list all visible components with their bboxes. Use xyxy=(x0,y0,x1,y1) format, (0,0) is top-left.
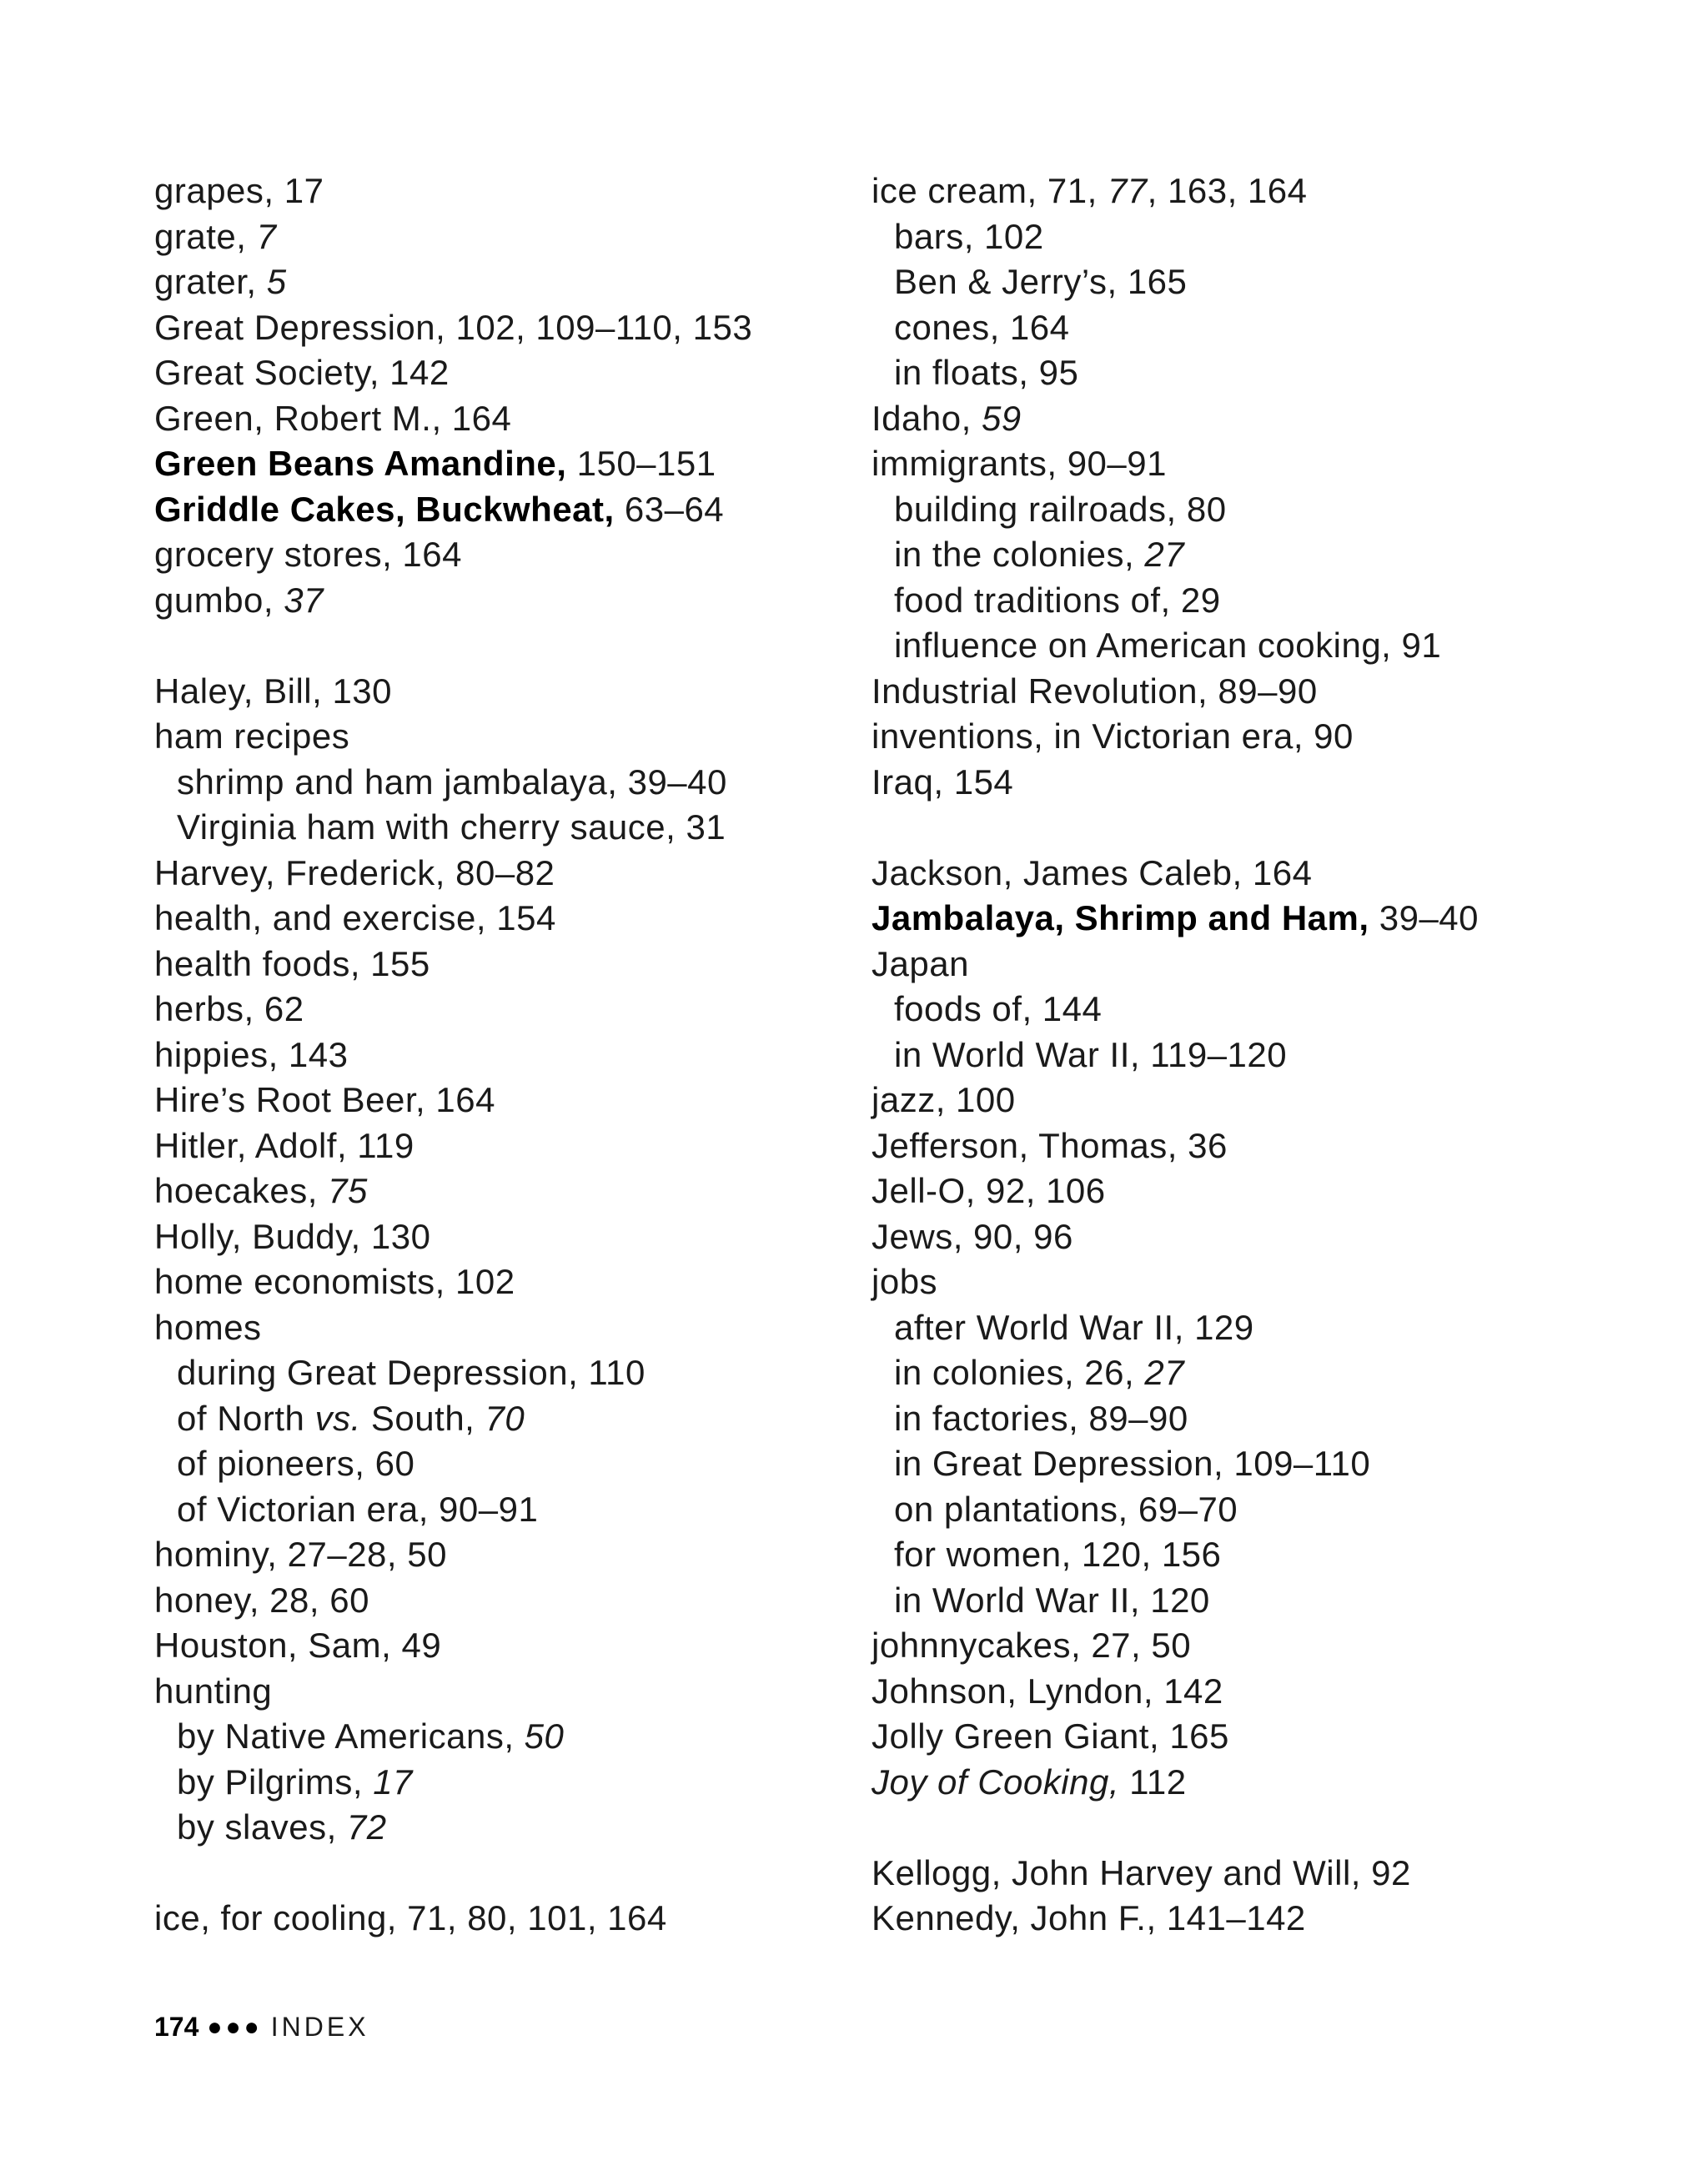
index-entry xyxy=(154,487,752,533)
entry-italic-text: 37 xyxy=(284,580,324,620)
index-subentry xyxy=(872,305,1479,351)
entry-text: grater, xyxy=(154,262,267,301)
entry-text: foods of, 144 xyxy=(894,989,1103,1028)
entry-text: Jefferson, Thomas, 36 xyxy=(872,1125,1228,1165)
entry-text: hominy, 27–28, 50 xyxy=(154,1535,447,1574)
entry-text: Virginia ham with cherry sauce, 31 xyxy=(177,807,726,847)
index-entry xyxy=(872,942,1479,988)
entry-text: Great Depression, 102, 109–110, 153 xyxy=(154,307,753,347)
index-entry xyxy=(154,1896,752,1942)
index-entry xyxy=(154,1259,752,1305)
index-subentry xyxy=(154,1441,752,1487)
index-subentry xyxy=(154,1396,752,1442)
entry-text: Japan xyxy=(872,943,969,983)
entry-italic-text: 17 xyxy=(373,1761,413,1802)
section-gap xyxy=(872,1805,1479,1851)
index-subentry xyxy=(154,760,752,806)
entry-text: Kellogg, John Harvey and Will, 92 xyxy=(872,1852,1411,1892)
entry-text: health, and exercise, 154 xyxy=(154,898,556,937)
index-entry xyxy=(154,350,752,396)
entry-text: of pioneers, 60 xyxy=(177,1444,415,1483)
index-subentry xyxy=(872,350,1479,396)
index-entry xyxy=(154,942,752,988)
index-entry xyxy=(154,1214,752,1260)
entry-text: 63–64 xyxy=(614,489,725,529)
index-entry xyxy=(872,669,1479,715)
index-subentry xyxy=(872,214,1479,260)
entry-italic-text: 27 xyxy=(1144,535,1185,574)
entry-italic-text: 50 xyxy=(524,1716,565,1756)
index-entry xyxy=(154,669,752,715)
entry-text: of Victorian era, 90–91 xyxy=(177,1489,539,1529)
entry-italic-text: vs. xyxy=(314,1398,361,1438)
index-entry xyxy=(154,1578,752,1624)
index-entry xyxy=(154,987,752,1033)
entry-italic-text: 5 xyxy=(266,262,287,301)
index-subentry xyxy=(154,1350,752,1396)
entry-text: by Native Americans, xyxy=(177,1716,525,1756)
entry-text: Johnson, Lyndon, 142 xyxy=(872,1671,1223,1711)
entry-text: for women, 120, 156 xyxy=(894,1535,1222,1574)
entry-text: Kennedy, John F., 141–142 xyxy=(872,1898,1306,1937)
entry-text: Jackson, James Caleb, 164 xyxy=(872,852,1313,892)
entry-text: hippies, 143 xyxy=(154,1034,349,1074)
index-subentry xyxy=(872,1396,1479,1442)
index-subentry xyxy=(154,1805,752,1851)
entry-text: home economists, 102 xyxy=(154,1262,515,1301)
index-entry xyxy=(872,1123,1479,1169)
index-entry xyxy=(872,1896,1479,1942)
entry-text: homes xyxy=(154,1307,262,1347)
section-gap xyxy=(154,623,752,669)
entry-text: hunting xyxy=(154,1671,273,1711)
entry-italic-text: 27 xyxy=(1144,1353,1185,1392)
index-entry xyxy=(154,896,752,942)
entry-text: , 163, 164 xyxy=(1147,171,1308,210)
entry-text: on plantations, 69–70 xyxy=(894,1489,1238,1529)
entry-text: in factories, 89–90 xyxy=(894,1398,1188,1438)
index-entry xyxy=(872,896,1479,942)
entry-text: Jell-O, 92, 106 xyxy=(872,1171,1106,1210)
index-entry xyxy=(154,1305,752,1351)
index-entry xyxy=(872,760,1479,806)
index-entry xyxy=(154,532,752,578)
entry-text: ham recipes xyxy=(154,716,350,756)
index-entry xyxy=(154,578,752,624)
index-column-left xyxy=(154,168,752,1942)
entry-text: ice, for cooling, 71, 80, 101, 164 xyxy=(154,1898,667,1937)
entry-text: grapes, 17 xyxy=(154,171,324,210)
entry-text: Iraq, 154 xyxy=(872,761,1014,802)
entry-text: Hire’s Root Beer, 164 xyxy=(154,1080,495,1119)
page-number: 174 xyxy=(154,2012,199,2042)
index-subentry xyxy=(154,1760,752,1806)
entry-text: in floats, 95 xyxy=(894,353,1079,392)
entry-text: Green, Robert M., 164 xyxy=(154,398,512,438)
entry-text: 39–40 xyxy=(1369,898,1479,937)
entry-italic-text: 59 xyxy=(981,398,1022,438)
index-entry xyxy=(872,1760,1479,1806)
entry-text: shrimp and ham jambalaya, 39–40 xyxy=(177,761,727,802)
entry-text: 150–151 xyxy=(566,444,716,483)
entry-text: by slaves, xyxy=(177,1807,347,1847)
entry-text: food traditions of, 29 xyxy=(894,580,1221,620)
footer-dots: ●●● xyxy=(207,2013,263,2041)
index-entry xyxy=(154,214,752,260)
entry-text: by Pilgrims, xyxy=(177,1761,374,1802)
index-entry xyxy=(154,305,752,351)
entry-text: influence on American cooking, 91 xyxy=(894,626,1442,665)
entry-text: jazz, 100 xyxy=(872,1080,1016,1119)
index-entry xyxy=(154,441,752,487)
entry-text: Jolly Green Giant, 165 xyxy=(872,1716,1229,1756)
index-entry xyxy=(154,1532,752,1578)
index-entry xyxy=(872,1214,1479,1260)
entry-text: grocery stores, 164 xyxy=(154,535,463,574)
index-entry xyxy=(154,259,752,305)
entry-text: during Great Depression, 110 xyxy=(177,1353,646,1392)
index-subentry xyxy=(872,1441,1479,1487)
entry-bold-text: Jambalaya, Shrimp and Ham, xyxy=(872,898,1369,937)
entry-text: herbs, 62 xyxy=(154,989,304,1028)
index-subentry xyxy=(154,1487,752,1533)
index-column-right xyxy=(872,168,1479,1942)
index-entry xyxy=(872,396,1479,442)
entry-italic-text: 77 xyxy=(1107,171,1148,210)
index-entry xyxy=(154,714,752,760)
entry-text: in colonies, 26, xyxy=(894,1353,1145,1392)
entry-text: of North xyxy=(177,1398,315,1438)
entry-text: Ben & Jerry’s, 165 xyxy=(894,262,1188,301)
entry-text: jobs xyxy=(872,1262,938,1301)
index-entry xyxy=(872,851,1479,897)
entry-text: health foods, 155 xyxy=(154,943,430,983)
index-subentry xyxy=(872,532,1479,578)
index-entry xyxy=(872,714,1479,760)
index-entry xyxy=(872,1259,1479,1305)
entry-italic-text: Joy of Cooking, xyxy=(872,1761,1119,1802)
entry-text: ice cream, 71, xyxy=(872,171,1108,210)
index-entry xyxy=(154,168,752,214)
index-entry xyxy=(154,1623,752,1669)
index-subentry xyxy=(872,1305,1479,1351)
entry-text: honey, 28, 60 xyxy=(154,1580,369,1620)
entry-bold-text: Green Beans Amandine, xyxy=(154,444,567,483)
entry-text: cones, 164 xyxy=(894,307,1070,347)
entry-text: Idaho, xyxy=(872,398,982,438)
index-entry xyxy=(872,1078,1479,1123)
index-entry xyxy=(872,1714,1479,1760)
entry-text: in World War II, 119–120 xyxy=(894,1034,1288,1074)
index-subentry xyxy=(872,259,1479,305)
section-label: INDEX xyxy=(270,2012,369,2042)
entry-text: Harvey, Frederick, 80–82 xyxy=(154,852,555,892)
entry-italic-text: 72 xyxy=(346,1807,387,1847)
entry-text: Industrial Revolution, 89–90 xyxy=(872,671,1318,711)
entry-text: inventions, in Victorian era, 90 xyxy=(872,716,1354,756)
section-gap xyxy=(872,805,1479,851)
entry-text: Hitler, Adolf, 119 xyxy=(154,1125,414,1165)
entry-text: Holly, Buddy, 130 xyxy=(154,1216,431,1256)
index-subentry xyxy=(872,487,1479,533)
entry-italic-text: 7 xyxy=(256,216,277,256)
entry-text: after World War II, 129 xyxy=(894,1307,1254,1347)
index-subentry xyxy=(872,1033,1479,1078)
index-entry xyxy=(154,1669,752,1715)
index-entry xyxy=(154,396,752,442)
index-entry xyxy=(154,1078,752,1123)
entry-text: Great Society, 142 xyxy=(154,353,450,392)
entry-text: 112 xyxy=(1119,1761,1187,1802)
index-subentry xyxy=(872,578,1479,624)
entry-text: in the colonies, xyxy=(894,535,1145,574)
index-entry xyxy=(154,1168,752,1214)
index-subentry xyxy=(154,1714,752,1760)
entry-text: in Great Depression, 109–110 xyxy=(894,1444,1371,1483)
index-entry xyxy=(154,1033,752,1078)
index-entry xyxy=(872,168,1479,214)
index-subentry xyxy=(872,1532,1479,1578)
entry-text: johnnycakes, 27, 50 xyxy=(872,1626,1192,1665)
index-subentry xyxy=(872,1487,1479,1533)
entry-text: immigrants, 90–91 xyxy=(872,444,1167,483)
entry-text: Houston, Sam, 49 xyxy=(154,1626,442,1665)
section-gap xyxy=(154,1851,752,1897)
index-subentry xyxy=(154,805,752,851)
entry-text: South, xyxy=(360,1398,485,1438)
entry-text: gumbo, xyxy=(154,580,284,620)
entry-bold-text: Griddle Cakes, Buckwheat, xyxy=(154,489,615,529)
entry-text: hoecakes, xyxy=(154,1171,329,1210)
index-subentry xyxy=(872,623,1479,669)
index-entry xyxy=(872,1168,1479,1214)
index-subentry xyxy=(872,987,1479,1033)
entry-text: Jews, 90, 96 xyxy=(872,1216,1073,1256)
index-entry xyxy=(872,1669,1479,1715)
index-entry xyxy=(872,441,1479,487)
entry-text: Haley, Bill, 130 xyxy=(154,671,393,711)
index-entry xyxy=(872,1623,1479,1669)
page-footer xyxy=(154,2012,369,2043)
entry-text: in World War II, 120 xyxy=(894,1580,1210,1620)
entry-text: building railroads, 80 xyxy=(894,489,1227,529)
entry-text: grate, xyxy=(154,216,257,256)
index-subentry xyxy=(872,1578,1479,1624)
index-entry xyxy=(154,851,752,897)
index-entry xyxy=(154,1123,752,1169)
index-subentry xyxy=(872,1350,1479,1396)
entry-text: bars, 102 xyxy=(894,216,1044,256)
entry-italic-text: 75 xyxy=(328,1171,368,1210)
index-entry xyxy=(872,1851,1479,1897)
entry-italic-text: 70 xyxy=(485,1398,525,1438)
